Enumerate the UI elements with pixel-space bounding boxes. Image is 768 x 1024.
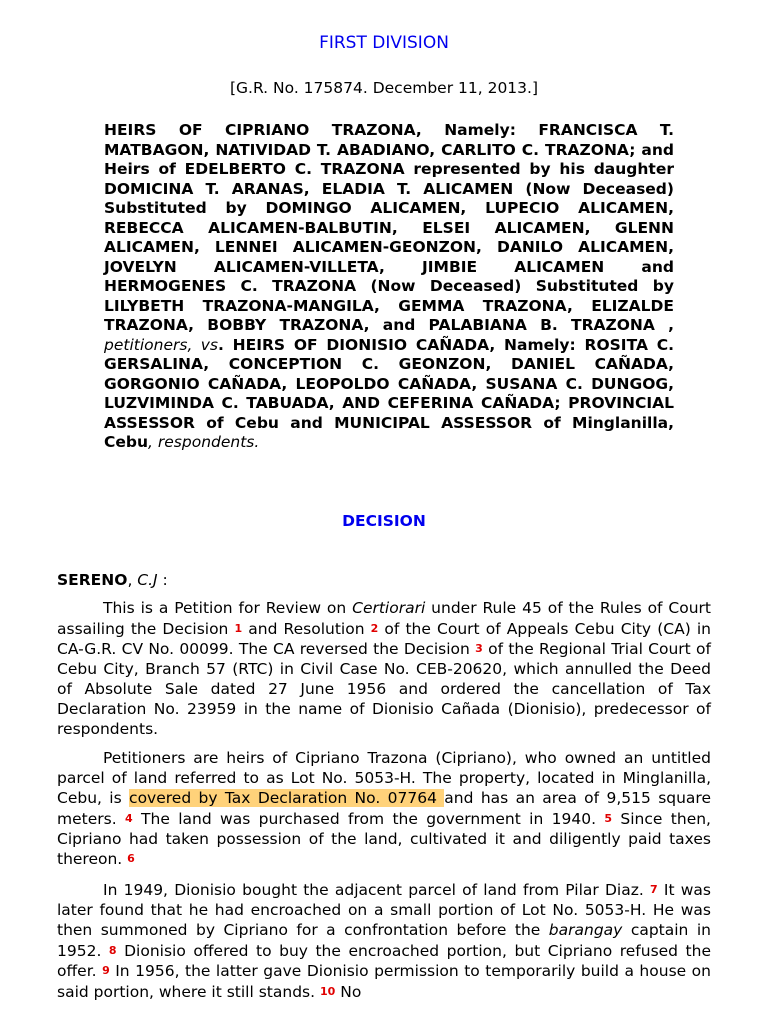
footnote-link-3[interactable]: 3 [475, 642, 483, 656]
case-caption [104, 121, 674, 453]
ponente-title: C.J [137, 571, 158, 589]
caption-separator: , [654, 316, 675, 334]
paragraph-text: No [335, 983, 362, 1002]
paragraph-text: In 1949, Dionisio bought the adjacent parcel of land from Pilar Diaz. [103, 881, 650, 900]
paragraph [57, 880, 711, 1003]
footnote-link-8[interactable]: 8 [108, 943, 117, 957]
caption-comma: , [187, 335, 201, 354]
footnote-link-10[interactable]: 10 [319, 985, 336, 999]
paragraph-text: This is a Petition for Review on [103, 598, 353, 617]
versus-label: vs [200, 335, 218, 354]
ponente-separator: , [127, 571, 138, 589]
highlighted-text: covered by Tax Declaration No. 07764 [129, 788, 445, 807]
paragraph-text: under Rule 45 of the Rules of Court assailing the Decision [57, 598, 711, 638]
paragraph-text: Petitioners are heirs of Cipriano Trazona (Cipriano), who owned an untitled parcel of land referred to as Lot No. 5053-H. The property, located in Minglanilla, Cebu, is [57, 749, 711, 807]
footnote-link-1[interactable]: 1 [234, 621, 243, 635]
footnote-link-7[interactable]: 7 [650, 883, 658, 897]
italic-term: Certiorari [352, 598, 426, 617]
paragraph-text: Since then, Cipriano had taken possession of the land, cultivated it and diligently paid taxes thereon. [57, 809, 711, 869]
paragraph-text: Dionisio offered to buy the encroached portion, but Cipriano refused the offer. [57, 941, 711, 981]
italic-term: barangay [548, 920, 623, 939]
ponente-name: SERENO [57, 571, 128, 589]
paragraph-text: and has an area of 9,515 square meters. [57, 788, 711, 828]
division-heading: FIRST DIVISION [319, 33, 449, 53]
paragraph-text: It was later found that he had encroached on a small portion of Lot No. 5053-H. He was then summoned by Cipriano for a confrontation before the [57, 881, 711, 939]
paragraph [57, 599, 711, 740]
petitioners-names: HEIRS OF CIPRIANO TRAZONA, Namely: FRANCISCA T. MATBAGON, NATIVIDAD T. ABADIANO, CARLITO C. TRAZONA; and Heirs of EDELBERTO C. TRAZONA represented by his daughter DOMICINA T. ARANAS, ELADIA T. ALICAMEN (Now Deceased) Substituted by DOMINGO ALICAMEN, LUPECIO ALICAMEN, REBECCA ALICAMEN-BALBUTIN, ELSEI ALICAMEN, GLENN ALICAMEN, LENNEI ALICAMEN-GEONZON, DANILO ALICAMEN, JOVELYN ALICAMEN-VILLETA, JIMBIE ALICAMEN and HERMOGENES C. TRAZONA (Now Deceased) Substituted by LILYBETH TRAZONA-MANGILA, GEMMA TRAZONA, ELIZALDE TRAZONA, BOBBY TRAZONA, and PALABIANA B. TRAZONA [104, 121, 674, 334]
footnote-link-9[interactable]: 9 [102, 964, 110, 978]
paragraph-text: of the Court of Appeals Cebu City (CA) in CA-G.R. CV No. 00099. The CA reversed the Decision [57, 619, 711, 659]
footnote-link-2[interactable]: 2 [370, 621, 379, 635]
caption-comma: , [148, 433, 158, 451]
petitioners-label: petitioners [104, 335, 188, 354]
case-number: [G.R. No. 175874. December 11, 2013.] [229, 79, 539, 97]
decision-heading: DECISION [342, 512, 426, 530]
paragraph [57, 749, 711, 870]
ponente-line [57, 571, 711, 591]
caption-period: . [254, 433, 260, 451]
paragraph-text: captain in 1952. [57, 920, 711, 960]
paragraph-text: The land was purchased from the government in 1940. [132, 809, 605, 828]
paragraph-text: of the Regional Trial Court of Cebu City, Branch 57 (RTC) in Civil Case No. CEB-20620, which annulled the Deed of Absolute Sale dated 27 June 1956 and ordered the cancellation of Tax Declaration No. 23959 in the name of Dionisio Cañada (Dionisio), predecessor of respondents. [57, 640, 711, 738]
decision-body [57, 571, 711, 1013]
ponente-colon: : [157, 571, 168, 589]
footnote-link-6[interactable]: 6 [127, 852, 135, 866]
footnote-link-4[interactable]: 4 [125, 811, 133, 825]
paragraph-text: In 1956, the latter gave Dionisio permission to temporarily build a house on said portion, where it still stands. [57, 962, 711, 1002]
respondents-names: . HEIRS OF DIONISIO CAÑADA, Namely: ROSITA C. GERSALINA, CONCEPTION C. GEONZON, DANIEL CAÑADA, GORGONIO CAÑADA, LEOPOLDO CAÑADA, SUSANA C. DUNGOG, LUZVIMINDA C. TABUADA, AND CEFERINA CAÑADA; PROVINCIAL ASSESSOR of Cebu and MUNICIPAL ASSESSOR of Minglanilla, Cebu [104, 335, 674, 451]
footnote-link-5[interactable]: 5 [604, 811, 613, 825]
paragraph-text: and Resolution [242, 619, 371, 638]
respondents-label: respondents [157, 433, 255, 451]
